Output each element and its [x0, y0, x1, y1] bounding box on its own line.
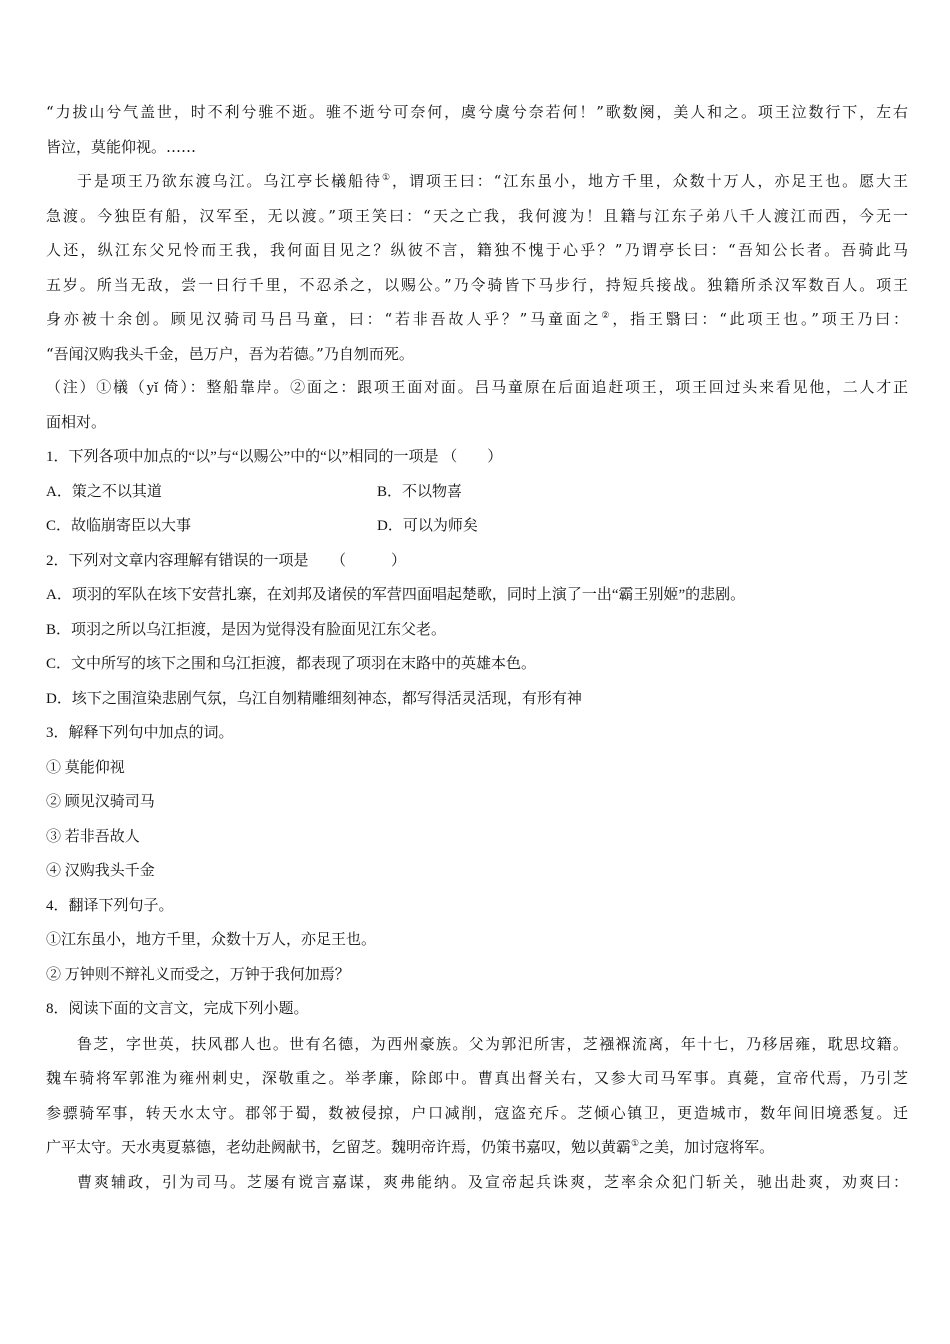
footnote-marker: ①	[631, 1139, 640, 1149]
passage-line: 参骠骑军事，转天水太守。郡邻于蜀，数被侵掠，户口减削，寇盗充斥。芝倾心镇卫，更造城市，数年间旧境悉复。迁	[46, 1103, 908, 1122]
annotation-line: （注）①檥（yǐ 倚）：整船靠岸。②面之：跟项王面对面。吕马童原在后面追赶项王，项王回过头来看见他，二人才正	[46, 380, 908, 396]
document-page	[46, 95, 908, 1199]
option-c[interactable]: C．文中所写的垓下之围和乌江拒渡，都表现了项羽在末路中的英雄本色。	[46, 656, 537, 672]
footnote-marker: ②	[601, 311, 613, 321]
option-d[interactable]: D．垓下之围渲染悲剧气氛，乌江自刎精雕细刻神态，都写得活灵活现，有形有神	[46, 690, 582, 707]
question-8-stem: 8．阅读下面的文言文，完成下列小题。	[46, 1001, 309, 1017]
question-3-item: ② 顾见汉骑司马	[46, 794, 155, 810]
passage-line: 魏车骑将军郭淮为雍州刺史，深敬重之。举孝廉，除郎中。曹真出督关右，又参大司马军事。真薨，宣帝代焉，乃引芝	[46, 1069, 908, 1087]
option-a[interactable]: A．策之不以其道	[46, 483, 162, 500]
question-1-options-row	[46, 509, 908, 544]
option-b[interactable]: B．不以物喜	[377, 483, 463, 500]
question-3-stem: 3．解释下列句中加点的词。	[46, 725, 234, 741]
question-1-stem: 1．下列各项中加点的“以”与“以赐公”中的“以”相同的一项是 （ ）	[46, 449, 503, 465]
annotation-line: 面相对。	[46, 414, 107, 431]
question-4-item: ② 万钟则不辩礼义而受之，万钟于我何加焉？	[46, 966, 350, 983]
question-1-options-row	[46, 475, 908, 510]
option-c[interactable]: C．故临崩寄臣以大事	[46, 518, 192, 534]
question-2-stem: 2．下列对文章内容理解有错误的一项是 （ ）	[46, 552, 407, 569]
passage-line: “吾闻汉购我头千金，邑万户，吾为若德。”乃自刎而死。	[46, 344, 414, 363]
option-a[interactable]: A．项羽的军队在垓下安营扎寨，在刘邦及诸侯的军营四面唱起楚歌，同时上演了一出“霸王别姬”的悲剧。	[46, 587, 746, 603]
footnote-marker: ①	[382, 173, 393, 183]
option-d[interactable]: D．可以为师矣	[377, 518, 478, 534]
question-3-item: ③ 若非吾故人	[46, 828, 140, 845]
passage-line: 急渡。今独臣有船，汉军至，无以渡。”项王笑曰：“天之亡我，我何渡为！且籍与江东子弟八千人渡江而西，今无一	[46, 206, 908, 225]
passage-line: 身亦被十余创。顾见汉骑司马吕马童，曰：“若非吾故人乎？”马童面之②，指王翳曰：“此项王也。”项王乃曰：	[46, 310, 909, 328]
question-4-item: ①江东虽小，地方千里，众数十万人，亦足王也。	[46, 932, 377, 948]
option-b[interactable]: B．项羽之所以乌江拒渡，是因为觉得没有脸面见江东父老。	[46, 621, 447, 638]
passage-line: 皆泣，莫能仰视。……	[46, 137, 197, 156]
passage-line: 曹爽辅政，引为司马。芝屡有谠言嘉谋，爽弗能纳。及宣帝起兵诛爽，芝率余众犯门斩关，驰出赴爽，劝爽曰：	[77, 1172, 908, 1191]
passage-line: 人还，纵江东父兄怜而王我，我何面目见之？纵彼不言，籍独不愧于心乎？”乃谓亭长曰：“吾知公长者。吾骑此马	[46, 241, 908, 259]
passage-line: 广平太守。天水夷夏慕德，老幼赴阙献书，乞留芝。魏明帝许焉，仍策书嘉叹，勉以黄霸①之美，加讨寇将军。	[46, 1138, 775, 1156]
passage-line: 于是项王乃欲东渡乌江。乌江亭长檥船待①，谓项王曰：“江东虽小，地方千里，众数十万人，亦足王也。愿大王	[77, 172, 908, 190]
question-3-item: ① 莫能仰视	[46, 759, 125, 776]
passage-line: 鲁芝，字世英，扶风郡人也。世有名德，为西州豪族。父为郭汜所害，芝襁褓流离，年十七，乃移居雍，耽思坟籍。	[77, 1034, 908, 1053]
question-3-item: ④ 汉购我头千金	[46, 863, 155, 879]
passage-line: “力拔山兮气盖世，时不利兮骓不逝。骓不逝兮可奈何，虞兮虞兮奈若何！”歌数阕，美人和之。项王泣数行下，左右	[46, 103, 908, 121]
passage-line: 五岁。所当无敌，尝一日行千里，不忍杀之，以赐公。”乃令骑皆下马步行，持短兵接战。独籍所杀汉军数百人。项王	[46, 275, 908, 294]
question-4-stem: 4．翻译下列句子。	[46, 897, 174, 914]
